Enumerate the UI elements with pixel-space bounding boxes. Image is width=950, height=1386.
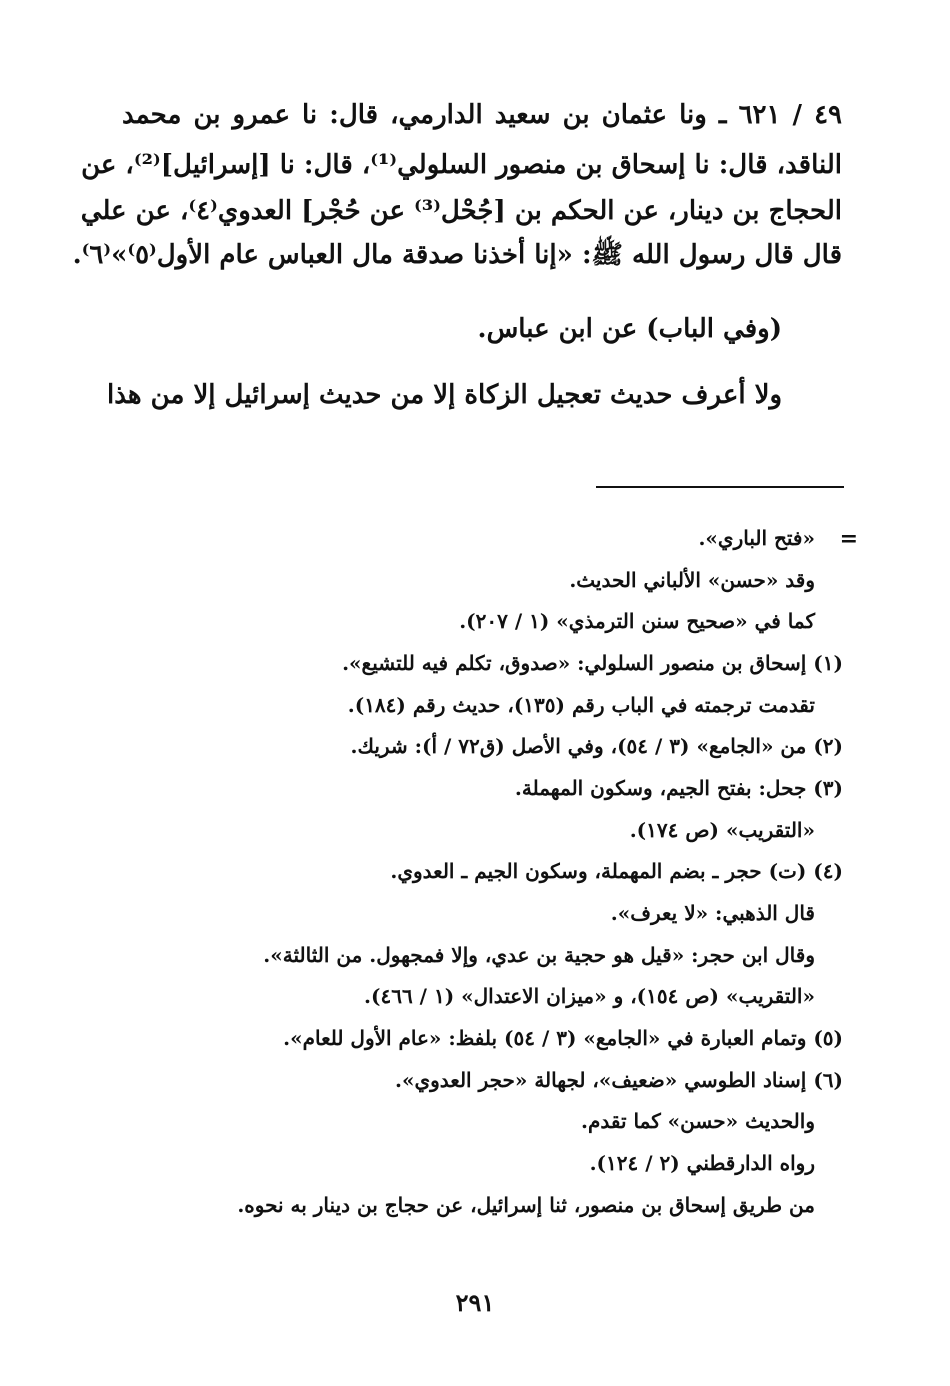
- footnote-line: قال الذهبي: «لا يعرف».: [610, 901, 815, 925]
- footnote-line: رواه الدارقطني (٢ / ١٢٤).: [589, 1151, 815, 1175]
- continuation-mark: =: [839, 526, 858, 552]
- bab-paragraph: (وفي الباب) عن ابن عباس.: [477, 314, 782, 344]
- footnote-5: (٥) وتمام العبارة في «الجامع» (٣ / ٥٤) بلفظ: «عام الأول للعام».: [283, 1026, 843, 1050]
- footnote-4: (٤) (ت) حجر ـ بضم المهملة، وسكون الجيم ـ العدوي.: [390, 859, 843, 883]
- main-text-line-1: ٤٩ / ٦٢١ ـ ونا عثمان بن سعيد الدارمي، قال: نا عمرو بن محمد: [122, 100, 843, 130]
- footnote-line: «فتح الباري».: [698, 526, 815, 550]
- continuation-paragraph: ولا أعرف حديث تعجيل الزكاة إلا من حديث إسرائيل إلا من هذا: [107, 380, 782, 410]
- page-number: ٢٩١: [455, 1288, 495, 1317]
- footnote-3: (٣) جحل: بفتح الجيم، وسكون المهملة.: [514, 776, 843, 800]
- footnote-line: «التقريب» (ص ١٧٤).: [629, 818, 815, 842]
- footnote-line: والحديث «حسن» كما تقدم.: [581, 1109, 815, 1133]
- footnote-line: من طريق إسحاق بن منصور، ثنا إسرائيل، عن حجاج بن دينار به نحوه.: [237, 1193, 815, 1217]
- footnote-divider: [596, 486, 844, 488]
- footnote-line: وقال ابن حجر: «قيل هو حجية بن عدي، وإلا فمجهول. من الثالثة».: [263, 943, 815, 967]
- footnote-line: «التقريب» (ص ١٥٤)، و «ميزان الاعتدال» (١ / ٤٦٦).: [364, 984, 815, 1008]
- main-text-line-2: الناقد، قال: نا إسحاق بن منصور السلولي⁽¹⁾، قال: نا [إسرائيل]⁽²⁾، عن: [81, 150, 842, 180]
- footnote-line: كما في «صحيح سنن الترمذي» (١ / ٢٠٧).: [459, 609, 815, 633]
- main-text-line-4: قال قال رسول الله ﷺ: «إنا أخذنا صدقة مال العباس عام الأول⁽٥⁾»⁽٦⁾.: [72, 240, 842, 270]
- footnote-2: (٢) من «الجامع» (٣ / ٥٤)، وفي الأصل (ق٧٢ / أ): شريك.: [350, 734, 843, 758]
- main-text-line-3: الحجاج بن دينار، عن الحكم بن [جُحْل⁽³⁾ عن حُجْر] العدوي⁽٤⁾، عن علي: [80, 196, 842, 226]
- footnote-1: (١) إسحاق بن منصور السلولي: «صدوق، تكلم فيه للتشيع».: [342, 651, 843, 675]
- footnote-line: وقد «حسن» الألباني الحديث.: [569, 568, 815, 592]
- footnote-6: (٦) إسناد الطوسي «ضعيف»، لجهالة «حجر العدوي».: [395, 1068, 843, 1092]
- footnote-line: تقدمت ترجمته في الباب رقم (١٣٥)، حديث رقم (١٨٤).: [347, 693, 815, 717]
